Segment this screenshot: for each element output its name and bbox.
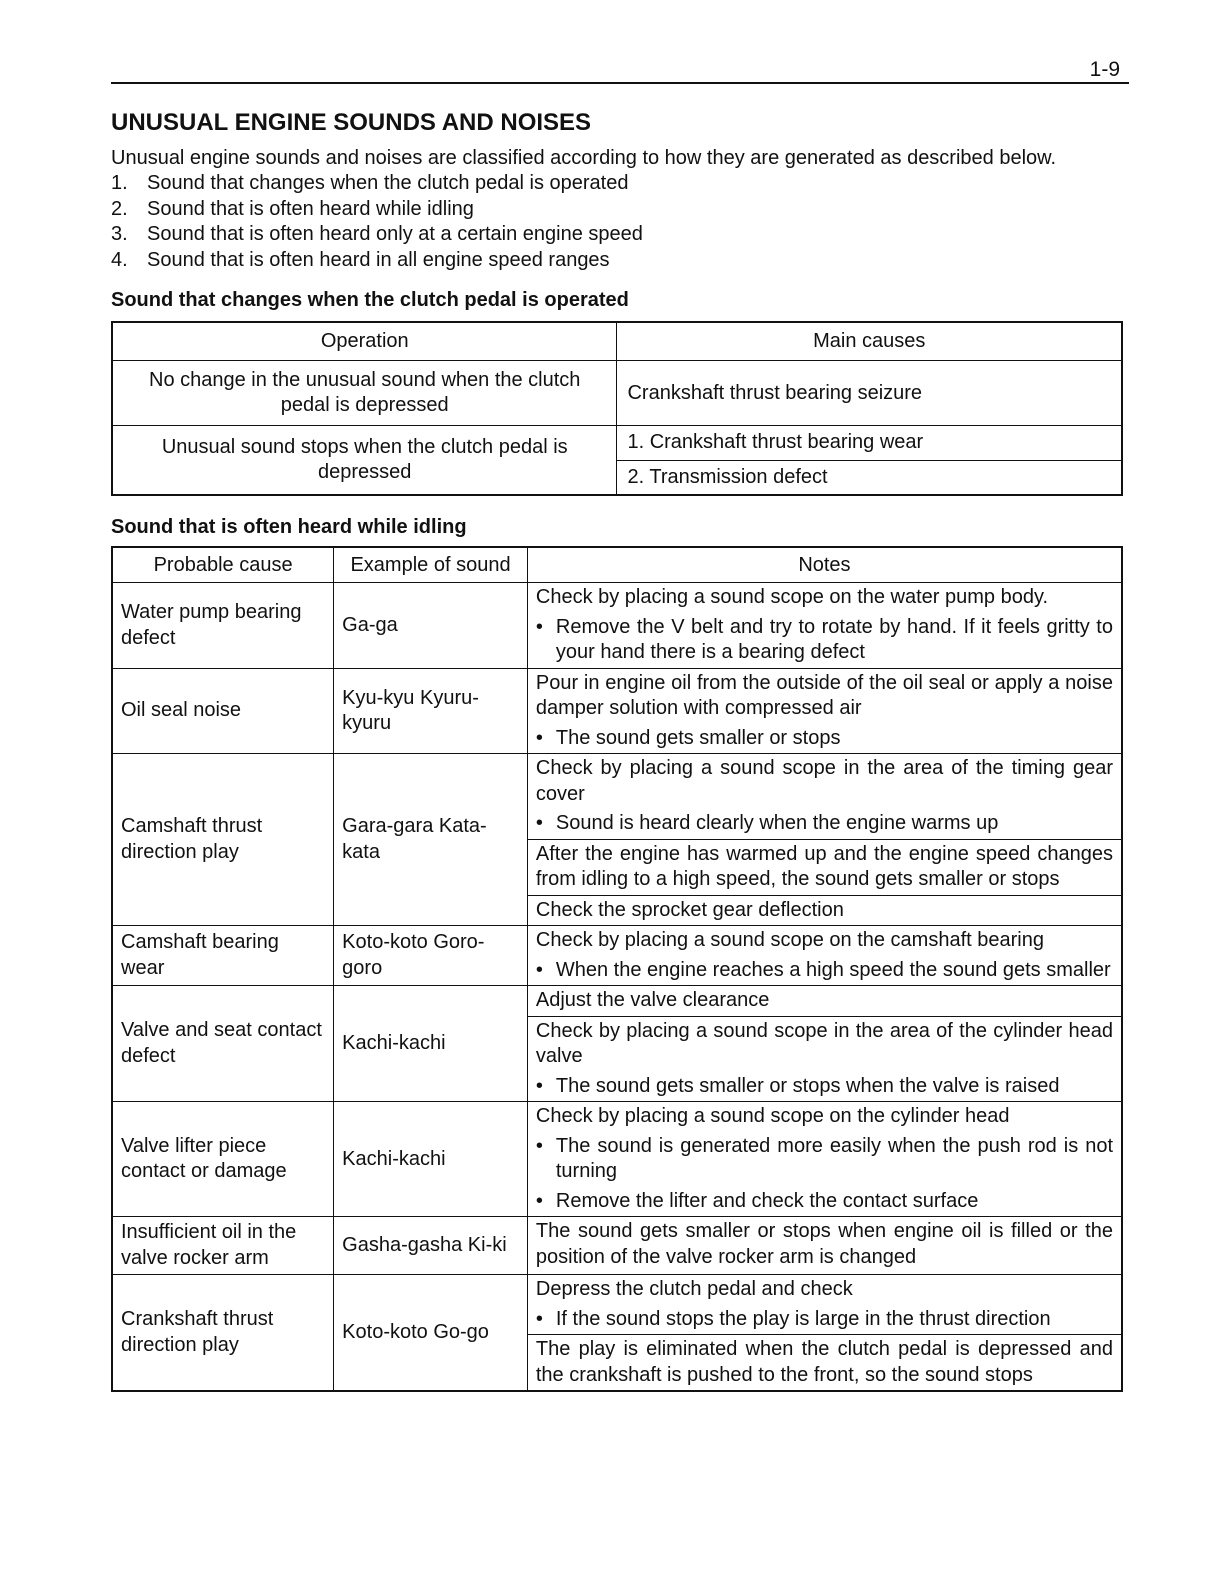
classification-item	[111, 248, 1123, 274]
table-row	[112, 1102, 1122, 1217]
classification-item	[111, 197, 1123, 223]
bullet-text: If the sound stops the play is large in the thrust direction	[555, 1307, 1051, 1330]
note-text: Pour in engine oil from the outside of the oil seal or apply a noise damper solution with compressed air	[535, 671, 1113, 720]
probable-cause-cell: Water pump bearing defect	[112, 583, 334, 669]
bullet-icon: •	[535, 1189, 543, 1212]
item-text: Sound that is often heard only at a certain engine speed	[147, 223, 643, 246]
notes-cell	[527, 668, 1122, 754]
bullet-icon: •	[535, 1307, 543, 1330]
example-sound-cell: Koto-koto Go-go	[334, 1275, 528, 1392]
main-cause-cell: 1. Crankshaft thrust bearing wear	[617, 426, 1122, 461]
example-sound-cell: Kachi-kachi	[334, 986, 528, 1102]
note-block	[528, 1016, 1121, 1102]
bullet-icon: •	[535, 1134, 543, 1157]
item-text: Sound that changes when the clutch pedal is operated	[147, 172, 629, 194]
item-number: 1.	[111, 172, 128, 194]
note-text: After the engine has warmed up and the engine speed changes from idling to a high speed, the sound gets smaller or stops	[535, 842, 1113, 891]
note-block	[528, 895, 1121, 926]
note-block	[528, 986, 1121, 1016]
probable-cause-cell: Camshaft thrust direction play	[112, 754, 334, 926]
note-text: The play is eliminated when the clutch pedal is depressed and the crankshaft is pushed to the front, so the sound stops	[535, 1338, 1113, 1386]
probable-cause-cell: Camshaft bearing wear	[112, 926, 334, 986]
bullet-icon: •	[535, 726, 543, 749]
note-text: Depress the clutch pedal and check	[535, 1278, 853, 1301]
header-notes: Notes	[527, 547, 1122, 583]
header-example-of-sound: Example of sound	[334, 547, 528, 583]
table-row	[112, 583, 1122, 669]
note-block	[528, 754, 1121, 839]
note-text: Check by placing a sound scope in the area of the timing gear cover	[535, 757, 1113, 805]
item-number: 2.	[111, 197, 128, 220]
probable-cause-cell: Insufficient oil in the valve rocker arm	[112, 1217, 334, 1275]
header-probable-cause: Probable cause	[112, 547, 334, 583]
note-bullet	[536, 1074, 1113, 1100]
note-bullet	[536, 615, 1113, 666]
notes-cell	[527, 754, 1122, 926]
note-block	[528, 926, 1121, 985]
note-block	[528, 1102, 1121, 1216]
page-content	[111, 108, 1123, 1392]
item-text: Sound that is often heard in all engine speed ranges	[147, 248, 610, 271]
note-block	[528, 1275, 1121, 1334]
section-heading-clutch: Sound that changes when the clutch pedal is operated	[111, 289, 629, 312]
notes-cell	[527, 986, 1122, 1102]
item-number: 4.	[111, 248, 128, 271]
note-bullet	[536, 811, 1113, 837]
bullet-text: Remove the V belt and try to rotate by hand. If it feels gritty to your hand there is a bearing defect	[555, 615, 1113, 664]
operation-cell: Unusual sound stops when the clutch pedal is depressed	[112, 426, 617, 496]
notes-cell	[527, 583, 1122, 669]
note-block	[528, 1217, 1121, 1272]
example-sound-cell: Kachi-kachi	[334, 1102, 528, 1217]
main-cause-cell: 2. Transmission defect	[617, 460, 1122, 495]
main-cause-cell: Crankshaft thrust bearing seizure	[617, 361, 1122, 426]
bullet-icon: •	[535, 1074, 543, 1097]
bullet-icon: •	[535, 615, 543, 638]
classification-item	[111, 171, 1123, 197]
table-row	[112, 754, 1122, 926]
table-row	[112, 1217, 1122, 1275]
note-text: Check by placing a sound scope on the cylinder head	[535, 1105, 1010, 1128]
bullet-text: When the engine reaches a high speed the sound gets smaller	[555, 958, 1111, 981]
idle-table	[111, 546, 1123, 1392]
bullet-icon: •	[535, 958, 543, 981]
bullet-icon: •	[535, 812, 543, 835]
table-row	[112, 1275, 1122, 1392]
table-row	[112, 926, 1122, 986]
item-text: Sound that is often heard while idling	[147, 197, 474, 220]
note-text: Check the sprocket gear deflection	[535, 898, 844, 921]
table-row	[112, 986, 1122, 1102]
example-sound-cell: Koto-koto Goro-goro	[334, 926, 528, 986]
table-row	[112, 668, 1122, 754]
table-row	[112, 426, 1122, 461]
notes-cell	[527, 1217, 1122, 1275]
example-sound-cell: Gara-gara Kata-kata	[334, 754, 528, 926]
note-text: Check by placing a sound scope on the water pump body.	[535, 586, 1049, 609]
notes-cell	[527, 926, 1122, 986]
example-sound-cell: Gasha-gasha Ki-ki	[334, 1217, 528, 1275]
intro-paragraph: Unusual engine sounds and noises are classified according to how they are generated as described below.	[111, 147, 1057, 169]
header-main-causes: Main causes	[617, 322, 1122, 361]
bullet-text: Sound is heard clearly when the engine warms up	[555, 812, 999, 835]
note-block	[528, 1334, 1121, 1390]
note-text: The sound gets smaller or stops when engine oil is filled or the position of the valve rocker arm is changed	[535, 1220, 1113, 1268]
page-title: UNUSUAL ENGINE SOUNDS AND NOISES	[111, 109, 592, 136]
bullet-text: The sound gets smaller or stops when the valve is raised	[555, 1074, 1060, 1097]
note-block	[528, 669, 1121, 754]
operation-cell: No change in the unusual sound when the clutch pedal is depressed	[112, 361, 617, 426]
header-operation: Operation	[112, 322, 617, 361]
bullet-text: Remove the lifter and check the contact surface	[555, 1189, 979, 1212]
table-row	[112, 361, 1122, 426]
header-rule	[111, 82, 1129, 84]
notes-cell	[527, 1275, 1122, 1392]
probable-cause-cell: Valve lifter piece contact or damage	[112, 1102, 334, 1217]
note-bullet	[536, 1134, 1113, 1185]
example-sound-cell: Kyu-kyu Kyuru-kyuru	[334, 668, 528, 754]
note-bullet	[536, 1307, 1113, 1333]
note-text: Adjust the valve clearance	[535, 989, 770, 1012]
classification-item	[111, 222, 1123, 248]
note-text: Check by placing a sound scope in the area of the cylinder head valve	[535, 1019, 1113, 1068]
note-block	[528, 839, 1121, 895]
item-number: 3.	[111, 223, 128, 246]
clutch-table	[111, 321, 1123, 496]
section-heading-idle: Sound that is often heard while idling	[111, 516, 467, 539]
note-bullet	[536, 1189, 1113, 1215]
example-sound-cell: Ga-ga	[334, 583, 528, 669]
note-block	[528, 583, 1121, 668]
note-bullet	[536, 958, 1113, 984]
note-text: Check by placing a sound scope on the camshaft bearing	[535, 929, 1044, 952]
probable-cause-cell: Crankshaft thrust direction play	[112, 1275, 334, 1392]
page-number: 1-9	[1089, 58, 1120, 81]
bullet-text: The sound gets smaller or stops	[555, 726, 841, 749]
probable-cause-cell: Valve and seat contact defect	[112, 986, 334, 1102]
notes-cell	[527, 1102, 1122, 1217]
bullet-text: The sound is generated more easily when the push rod is not turning	[555, 1134, 1113, 1183]
note-bullet	[536, 726, 1113, 752]
classification-list	[111, 171, 1123, 273]
probable-cause-cell: Oil seal noise	[112, 668, 334, 754]
